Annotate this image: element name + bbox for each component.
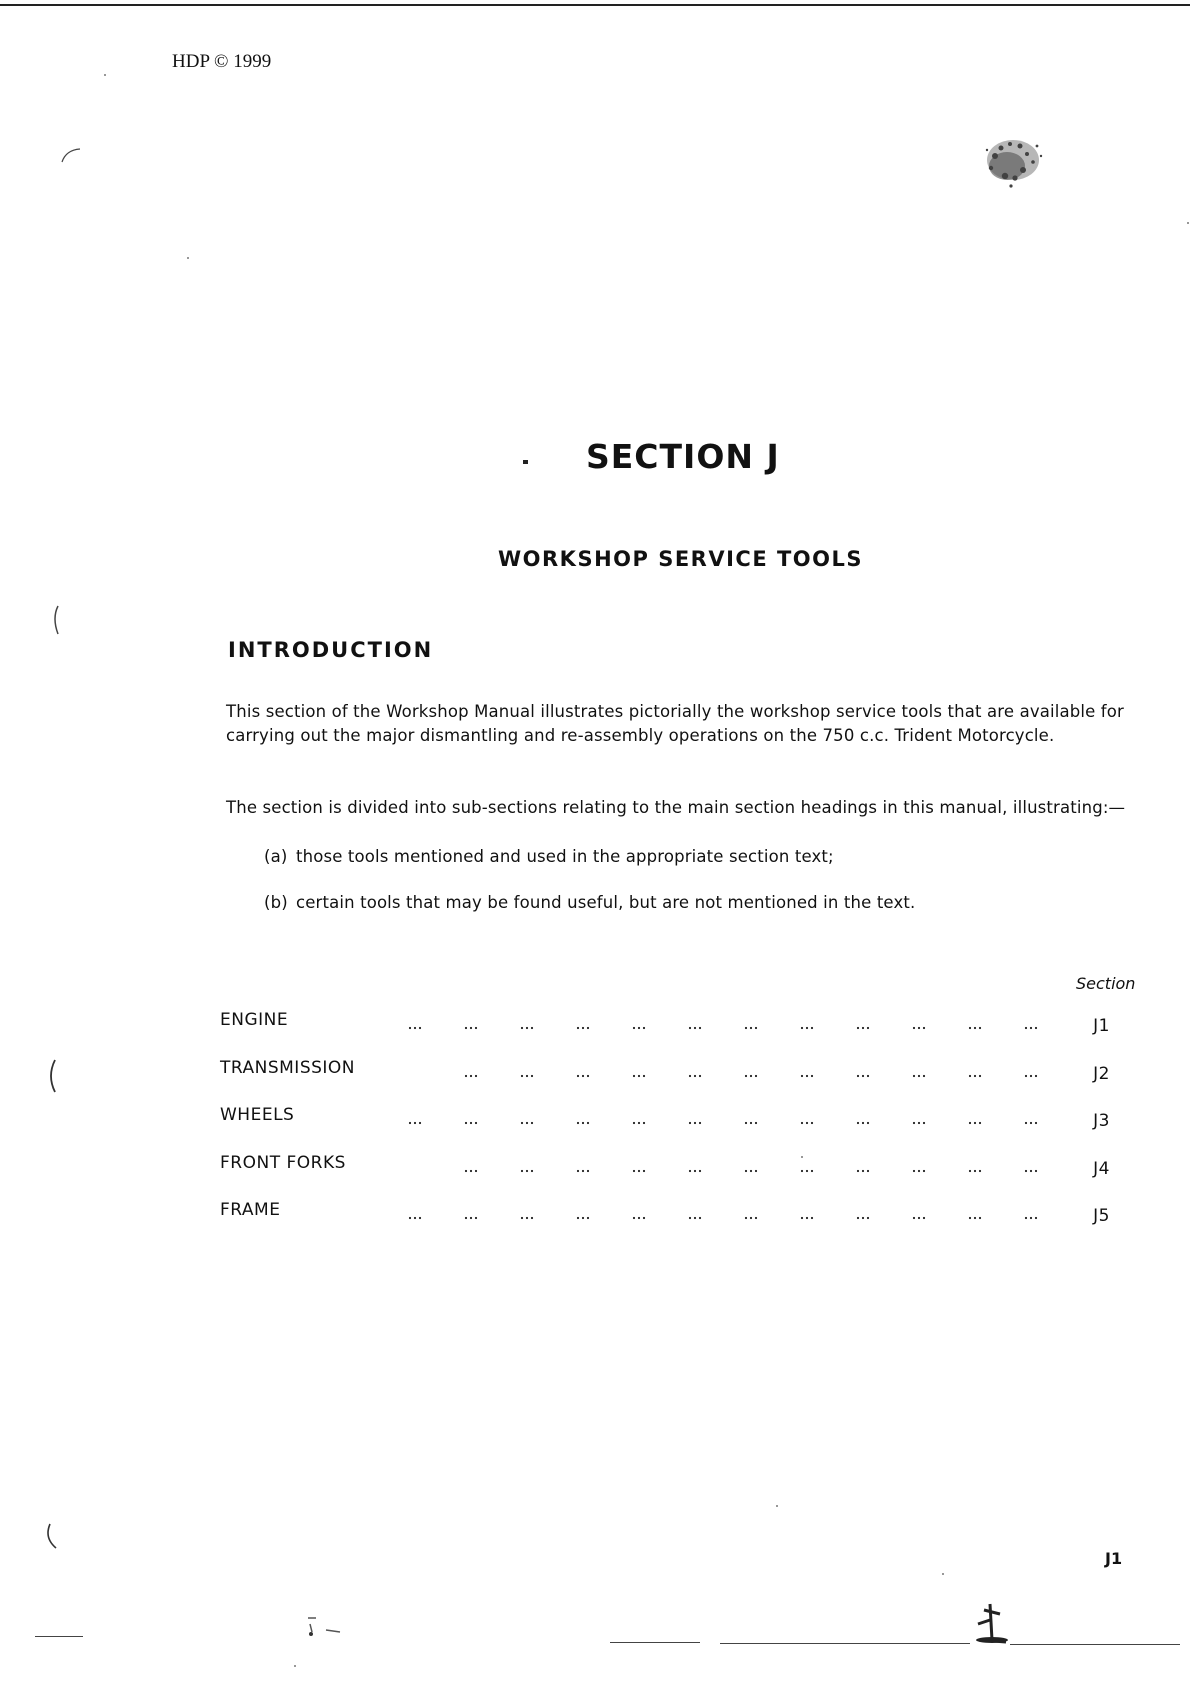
margin-mark-curve bbox=[58, 146, 84, 166]
copyright-notice: HDP © 1999 bbox=[172, 51, 272, 72]
list-marker: (a) bbox=[264, 847, 288, 866]
bottom-ink-speck bbox=[300, 1612, 360, 1642]
contents-row-transmission bbox=[220, 1058, 1110, 1086]
scan-speck bbox=[942, 1573, 944, 1575]
contents-row-ref: J1 bbox=[1093, 1016, 1110, 1036]
bottom-scan-line bbox=[1010, 1644, 1180, 1645]
contents-row-wheels bbox=[220, 1105, 1110, 1133]
margin-mark-paren bbox=[50, 604, 62, 636]
scan-speck bbox=[1187, 222, 1189, 224]
list-marker: (b) bbox=[264, 893, 288, 912]
contents-row-name: TRANSMISSION bbox=[220, 1058, 356, 1078]
list-item-a bbox=[264, 847, 834, 866]
dot-leader bbox=[220, 1159, 1070, 1175]
top-border-line bbox=[0, 4, 1190, 6]
section-title: SECTION J bbox=[586, 437, 780, 476]
contents-row-ref: J4 bbox=[1093, 1159, 1110, 1179]
introduction-heading: INTRODUCTION bbox=[228, 638, 434, 662]
scan-speck bbox=[801, 1156, 803, 1158]
bottom-scan-line bbox=[35, 1636, 83, 1637]
ink-stain-mark bbox=[975, 126, 1053, 196]
contents-row-front-forks bbox=[220, 1153, 1110, 1181]
scan-speck bbox=[104, 74, 106, 76]
contents-row-name: FRAME bbox=[220, 1200, 281, 1220]
page-number: J1 bbox=[1105, 1549, 1123, 1568]
contents-row-ref: J2 bbox=[1093, 1064, 1110, 1084]
title-dot-mark bbox=[523, 460, 528, 464]
dot-leader bbox=[220, 1111, 1070, 1127]
scan-speck bbox=[294, 1665, 296, 1667]
bottom-ink-smudge bbox=[960, 1600, 1020, 1646]
margin-mark-paren bbox=[45, 1058, 59, 1094]
bottom-scan-line bbox=[720, 1643, 970, 1644]
contents-row-name: ENGINE bbox=[220, 1010, 289, 1030]
contents-row-name: WHEELS bbox=[220, 1105, 295, 1125]
list-item-text: certain tools that may be found useful, but are not mentioned in the text. bbox=[296, 893, 916, 912]
contents-row-ref: J5 bbox=[1093, 1206, 1110, 1226]
contents-row-ref: J3 bbox=[1093, 1111, 1110, 1131]
intro-paragraph-1: This section of the Workshop Manual illustrates pictorially the workshop service tools that are available for carrying out the major dismantling and re-assembly operations on the 750 c.c. Trident Motorcycle. bbox=[226, 702, 1124, 745]
section-subtitle: WORKSHOP SERVICE TOOLS bbox=[498, 547, 864, 571]
dot-leader bbox=[220, 1016, 1070, 1032]
scan-speck bbox=[187, 257, 189, 259]
margin-mark-paren bbox=[42, 1522, 60, 1552]
bottom-scan-line bbox=[610, 1642, 700, 1643]
contents-column-header: Section bbox=[1076, 974, 1136, 993]
list-item-text: those tools mentioned and used in the appropriate section text; bbox=[296, 847, 834, 866]
list-item-b bbox=[264, 893, 915, 912]
scan-speck bbox=[776, 1505, 778, 1507]
contents-row-name: FRONT FORKS bbox=[220, 1153, 346, 1173]
dot-leader bbox=[220, 1206, 1070, 1222]
contents-row-frame bbox=[220, 1200, 1110, 1228]
contents-row-engine bbox=[220, 1010, 1110, 1038]
intro-paragraph-2: The section is divided into sub-sections relating to the main section headings in this manual, illustrating:— bbox=[226, 798, 1126, 817]
